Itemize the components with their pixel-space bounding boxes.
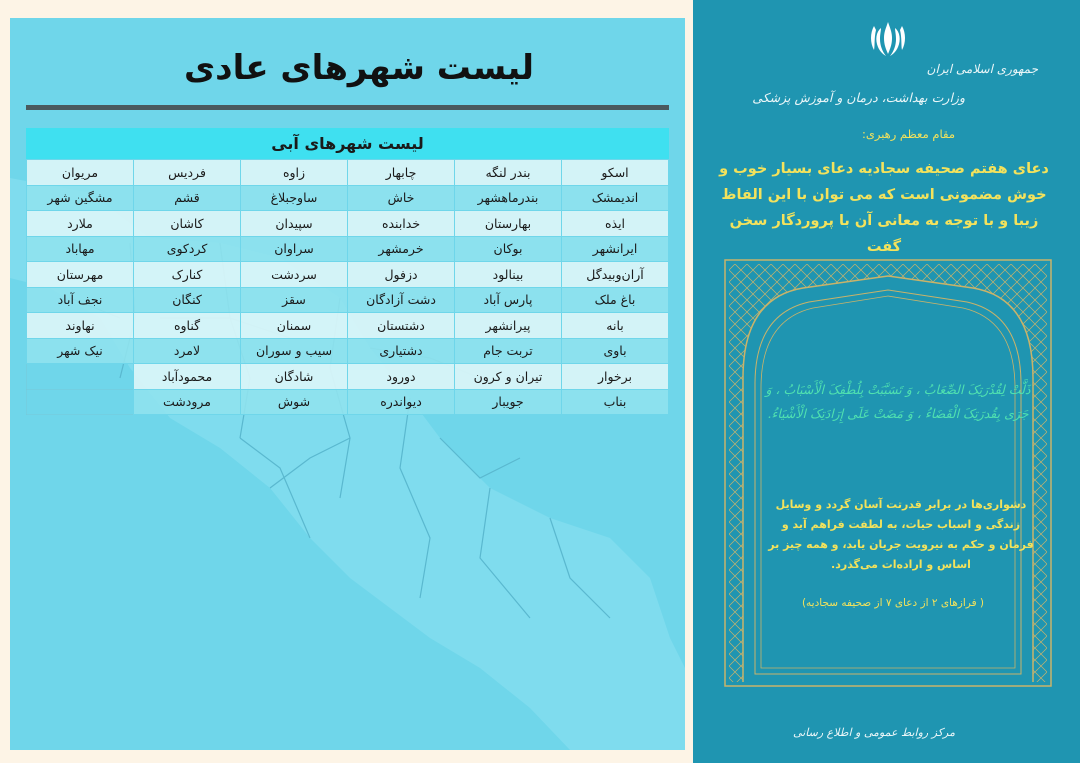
table-row — [27, 389, 669, 415]
city-cell: برخوار — [562, 364, 669, 390]
city-cell: سیب و سوران — [241, 338, 348, 364]
city-cell — [27, 364, 134, 390]
city-cell: دورود — [348, 364, 455, 390]
city-cell: سردشت — [241, 262, 348, 288]
city-cell: سقز — [241, 287, 348, 313]
city-cell: دشتستان — [348, 313, 455, 339]
city-cell: بندر لنگه — [455, 160, 562, 186]
iran-emblem-icon — [867, 18, 909, 60]
city-cell: ایرانشهر — [562, 236, 669, 262]
city-cell: دشت آزادگان — [348, 287, 455, 313]
leader-label: مقام معظم رهبری: — [861, 127, 955, 141]
city-cell: سمنان — [241, 313, 348, 339]
city-cell: کاشان — [134, 211, 241, 237]
city-cell: محمودآباد — [134, 364, 241, 390]
table-row — [27, 262, 669, 288]
city-cell: شوش — [241, 389, 348, 415]
leader-quote: دعای هفتم صحیفه سجادیه دعای بسیار خوب و خوش مضمونی است که می توان با این الفاظ زیبا و با توجه به معانی آن با پروردگار سخن گفت — [719, 161, 1049, 255]
city-cell: ساوجبلاغ — [241, 185, 348, 211]
city-cell: مهرستان — [27, 262, 134, 288]
city-cell: زاوه — [241, 160, 348, 186]
table-heading: لیست شهرهای آبی — [26, 128, 669, 159]
city-cell: تیران و کرون — [455, 364, 562, 390]
city-cell: فردیس — [134, 160, 241, 186]
city-cell: ملارد — [27, 211, 134, 237]
city-cell: سپیدان — [241, 211, 348, 237]
city-cell: نجف آباد — [27, 287, 134, 313]
title-divider — [26, 105, 669, 110]
city-cell: نهاوند — [27, 313, 134, 339]
arch-frame-icon — [723, 258, 1053, 688]
city-cell: دشتیاری — [348, 338, 455, 364]
city-cell: باغ ملک — [562, 287, 669, 313]
table-row — [27, 313, 669, 339]
city-cell: باوی — [562, 338, 669, 364]
city-cell: جویبار — [455, 389, 562, 415]
table-row — [27, 287, 669, 313]
city-cell: کنارک — [134, 262, 241, 288]
city-cell: بینالود — [455, 262, 562, 288]
city-cell: دیواندره — [348, 389, 455, 415]
city-cell: پارس آباد — [455, 287, 562, 313]
city-cell: گناوه — [134, 313, 241, 339]
city-cell: ایذه — [562, 211, 669, 237]
office-signature: مرکز روابط عمومی و اطلاع رسانی — [793, 726, 955, 739]
city-cell — [27, 389, 134, 415]
city-cell: اندیمشک — [562, 185, 669, 211]
city-cell: مشگین شهر — [27, 185, 134, 211]
city-cell: تربت جام — [455, 338, 562, 364]
city-cell: چابهار — [348, 160, 455, 186]
city-cell: مهاباد — [27, 236, 134, 262]
cities-table-container — [26, 128, 669, 415]
city-cell: بانه — [562, 313, 669, 339]
ministry-name: وزارت بهداشت، درمان و آموزش پزشکی — [752, 90, 965, 105]
table-row — [27, 338, 669, 364]
city-cell: کردکوی — [134, 236, 241, 262]
city-cell: بندرماهشهر — [455, 185, 562, 211]
table-row — [27, 211, 669, 237]
city-cell: خاش — [348, 185, 455, 211]
table-row — [27, 236, 669, 262]
city-cell: اسکو — [562, 160, 669, 186]
city-cell: بناب — [562, 389, 669, 415]
city-cell: مریوان — [27, 160, 134, 186]
persian-translation: دشواری‌ها در برابر قدرتت آسان گردد و وسایل زندگی و اسباب حیات، به لطفت فراهم آید و فرمان و حکم به نیرویت جریان یابد، و همه چیز بر اساس و اراده‌ات می‌گذرد. — [768, 498, 1034, 571]
cities-panel — [10, 18, 685, 750]
city-cell: قشم — [134, 185, 241, 211]
republic-name: جمهوری اسلامی ایران — [926, 62, 1038, 76]
city-cell: لامرد — [134, 338, 241, 364]
city-cell: دزفول — [348, 262, 455, 288]
arabic-prayer-text: ذَلَّتْ لِقُدْرَتِکَ الصِّعَابُ ، وَ تَسَبَّبَتْ بِلُطْفِکَ الْأَسْبَابُ ، وَ جَرَى بِقُدرَتِکَ الْقَضَاءُ ، وَ مَضَتْ عَلَى إِرَادَتِکَ الْأَشْیَاءُ. — [765, 382, 1031, 421]
city-cell: شادگان — [241, 364, 348, 390]
city-cell: مرودشت — [134, 389, 241, 415]
city-cell: کنگان — [134, 287, 241, 313]
table-row — [27, 364, 669, 390]
city-cell: سراوان — [241, 236, 348, 262]
city-cell: خدابنده — [348, 211, 455, 237]
city-cell: بهارستان — [455, 211, 562, 237]
right-panel — [693, 0, 1080, 763]
city-cell: نیک شهر — [27, 338, 134, 364]
city-cell: پیرانشهر — [455, 313, 562, 339]
source-reference: ( فرازهای ۲ از دعای ۷ از صحیفه سجادیه) — [801, 597, 985, 609]
city-cell: آران‌وبیدگل — [562, 262, 669, 288]
cities-table — [26, 159, 669, 415]
table-row — [27, 185, 669, 211]
page-title: لیست شهرهای عادی — [183, 48, 535, 88]
city-cell: خرمشهر — [348, 236, 455, 262]
table-row — [27, 160, 669, 186]
city-cell: بوکان — [455, 236, 562, 262]
